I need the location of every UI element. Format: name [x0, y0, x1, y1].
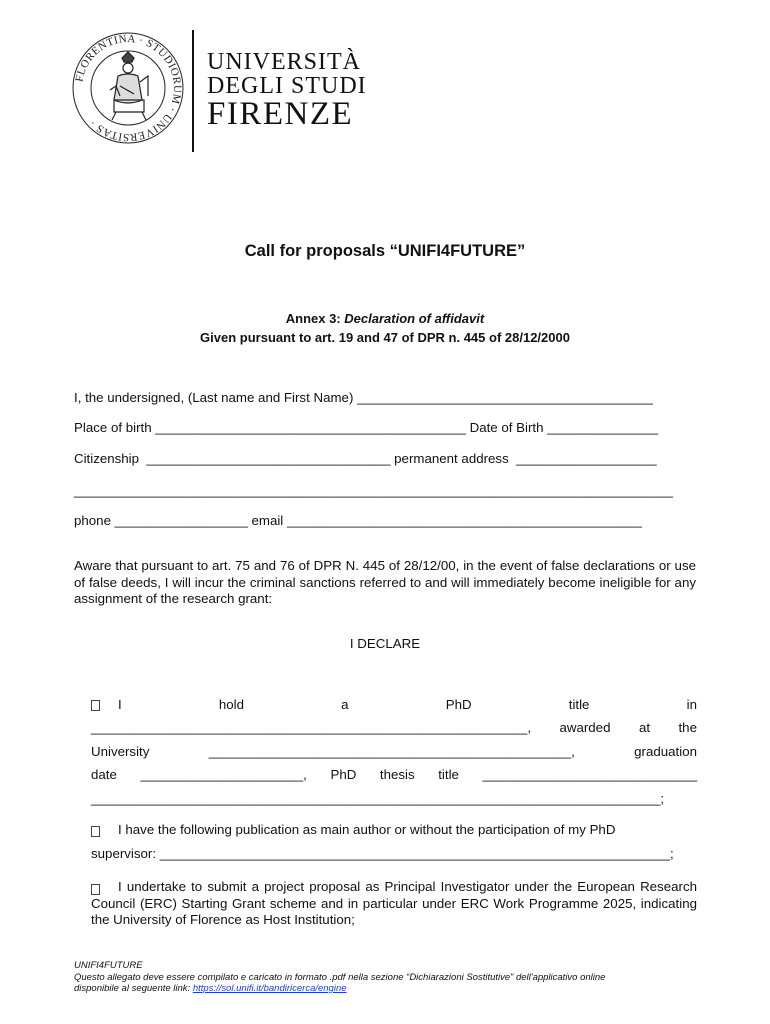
date-label: date — [91, 767, 117, 782]
annex-heading — [0, 311, 770, 326]
address-continuation-field[interactable]: _________________________________________________________________________________ — [74, 483, 674, 498]
phd-word: thesis — [379, 767, 415, 782]
university-seal-logo — [70, 30, 186, 146]
phd-word: the — [678, 720, 697, 735]
publication-text: I have the following publication as main author or without the participation of my PhD — [118, 822, 616, 837]
submission-link[interactable]: https://sol.unifi.it/bandiricerca/engine — [192, 983, 347, 994]
footer-link-prefix: disponibile al seguente link: — [74, 983, 193, 994]
date-blank[interactable]: ______________________, — [140, 767, 307, 782]
declare-heading: I DECLARE — [349, 636, 421, 651]
footer-program: UNIFI4FUTURE — [74, 960, 143, 971]
phd-field-blank[interactable]: ___________________________________________________________, — [91, 720, 532, 735]
supervisor-field[interactable]: supervisor: _____________________________________________________________________; — [91, 846, 674, 861]
phd-line-2 — [91, 720, 697, 735]
university-blank[interactable]: _________________________________________________, — [208, 744, 575, 759]
thesis-title-blank[interactable]: _____________________________ — [482, 767, 697, 782]
phd-word: PhD — [330, 767, 357, 782]
footer — [74, 960, 714, 995]
phd-line-3 — [91, 744, 697, 759]
phd-word: a — [341, 697, 349, 712]
phd-field-underscore: ___________________________________________________________ — [91, 720, 528, 735]
contact-field[interactable]: phone __________________ email ________________________________________________ — [74, 513, 642, 528]
phd-line-1 — [118, 697, 697, 712]
undersigned-field[interactable]: I, the undersigned, (Last name and First Name) ________________________________________ — [74, 390, 653, 405]
phd-line-4 — [91, 767, 697, 782]
birth-field[interactable]: Place of birth __________________________________________ Date of Birth _______________ — [74, 420, 659, 435]
undertake-paragraph: I undertake to submit a project proposal as Principal Investigator under the European Research Council (ERC) Starting Grant scheme and in particular under ERC Work Programme 2025, indicating the University of Florence as Host Institution; — [91, 879, 697, 927]
thesis-title-continuation[interactable]: _____________________________________________________________________________; — [91, 791, 665, 806]
checkbox-phd[interactable] — [91, 699, 100, 711]
university-underscore: _________________________________________________ — [208, 744, 572, 759]
aware-paragraph: Aware that pursuant to art. 75 and 76 of DPR N. 445 of 28/12/00, in the event of false declarations or use of false deeds, I will incur the criminal sanctions referred to and will immediately become ineligible for any assignment of the research grant: — [74, 558, 696, 606]
annex-title: Declaration of affidavit — [344, 311, 485, 326]
graduation-label: graduation — [634, 744, 697, 759]
citizenship-field[interactable]: Citizenship _________________________________ permanent address ___________________ — [74, 451, 657, 466]
legal-basis: Given pursuant to art. 19 and 47 of DPR n. 445 of 28/12/2000 — [200, 330, 570, 345]
footer-instructions: Questo allegato deve essere compilato e caricato in formato .pdf nella sezione “Dichiarazioni Sostitutive” dell'applicativo online — [74, 971, 606, 983]
phd-word: awarded — [559, 720, 611, 735]
logo-line-universita: UNIVERSITÀ — [207, 49, 361, 75]
annex-prefix: Annex 3: — [285, 311, 345, 326]
svg-text:FLORENTINA · STUDIORUM · UNIVE: FLORENTINA · STUDIORUM · UNIVERSITAS · — [73, 32, 184, 144]
date-underscore: ______________________ — [140, 767, 304, 782]
phd-word: title — [568, 697, 590, 712]
phd-word: PhD — [445, 697, 472, 712]
phd-word: at — [638, 720, 651, 735]
phd-word: title — [438, 767, 459, 782]
phd-word: hold — [218, 697, 244, 712]
phd-word: in — [686, 697, 697, 712]
phd-word: I — [118, 697, 122, 712]
document-title: Call for proposals “UNIFI4FUTURE” — [244, 242, 526, 260]
university-label: University — [91, 744, 150, 759]
footer-link-line — [74, 983, 714, 995]
checkbox-icon — [91, 700, 100, 711]
logo-line-degli-studi: DEGLI STUDI — [207, 73, 367, 99]
checkbox-icon — [91, 826, 100, 837]
logo-line-firenze: FIRENZE — [207, 96, 354, 132]
logo-divider — [192, 30, 194, 152]
checkbox-publication[interactable] — [91, 825, 100, 837]
